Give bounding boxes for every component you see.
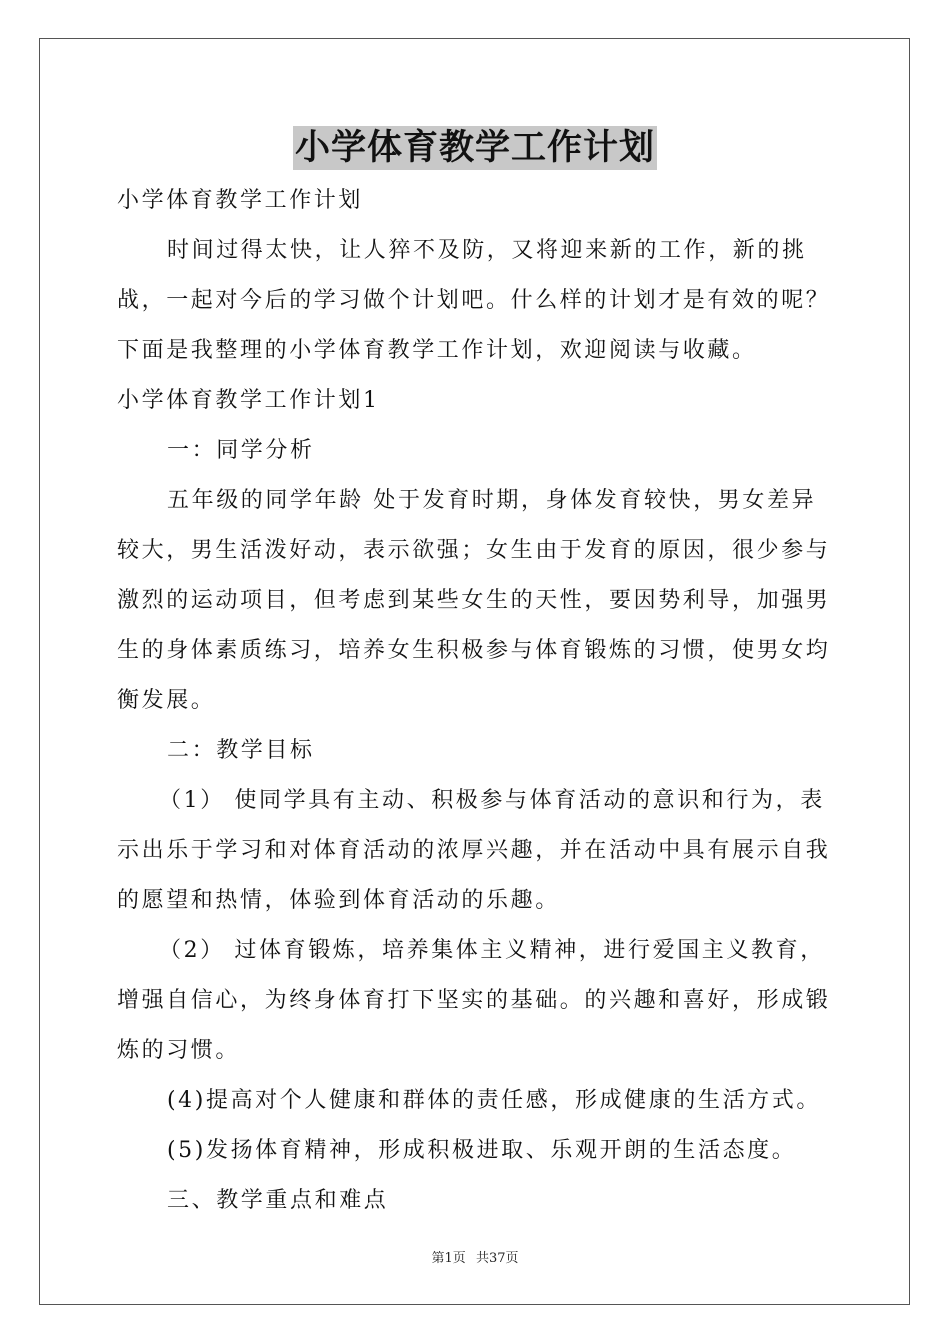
paragraph-intro: 时间过得太快，让人猝不及防，又将迎来新的工作，新的挑战，一起对今后的学习做个计划吧。什么样的计划才是有效的呢？下面是我整理的小学体育教学工作计划，欢迎阅读与收藏。 [117, 238, 831, 363]
paragraph-goal-5: (5)发扬体育精神，形成积极进取、乐观开朗的生活态度。 [167, 1138, 797, 1163]
title-container [0, 126, 950, 170]
paragraph-section-heading: 小学体育教学工作计划1 [117, 388, 380, 413]
page-total: 共37页 [475, 1251, 519, 1266]
paragraph-goal-2: （2） 过体育锻炼，培养集体主义精神，进行爱国主义教育，增强自信心，为终身体育打下坚实的基础。的兴趣和喜好，形成锻炼的习惯。 [117, 938, 831, 1063]
page-footer [0, 1247, 950, 1266]
paragraph-goal-1: （1） 使同学具有主动、积极参与体育活动的意识和行为，表示出乐于学习和对体育活动的浓厚兴趣，并在活动中具有展示自我的愿望和热情，体验到体育活动的乐趣。 [117, 788, 831, 913]
paragraph-heading-key-points: 三、教学重点和难点 [167, 1188, 389, 1213]
paragraph-subtitle: 小学体育教学工作计划 [117, 188, 364, 213]
paragraph-student-analysis: 五年级的同学年龄 处于发育时期，身体发育较快，男女差异较大，男生活泼好动，表示欲强；女生由于发育的原因，很少参与激烈的运动项目，但考虑到某些女生的天性，要因势利导，加强男生的身体素质练习，培养女生积极参与体育锻炼的习惯，使男女均衡发展。 [117, 488, 831, 713]
document-body [117, 176, 839, 1226]
paragraph-heading-teaching-goals: 二：教学目标 [167, 738, 315, 763]
document-title: 小学体育教学工作计划 [294, 127, 655, 168]
paragraph-heading-student-analysis: 一：同学分析 [167, 438, 315, 463]
page-number: 第1页 [431, 1251, 466, 1266]
paragraph-goal-4: (4)提高对个人健康和群体的责任感，形成健康的生活方式。 [167, 1088, 821, 1113]
